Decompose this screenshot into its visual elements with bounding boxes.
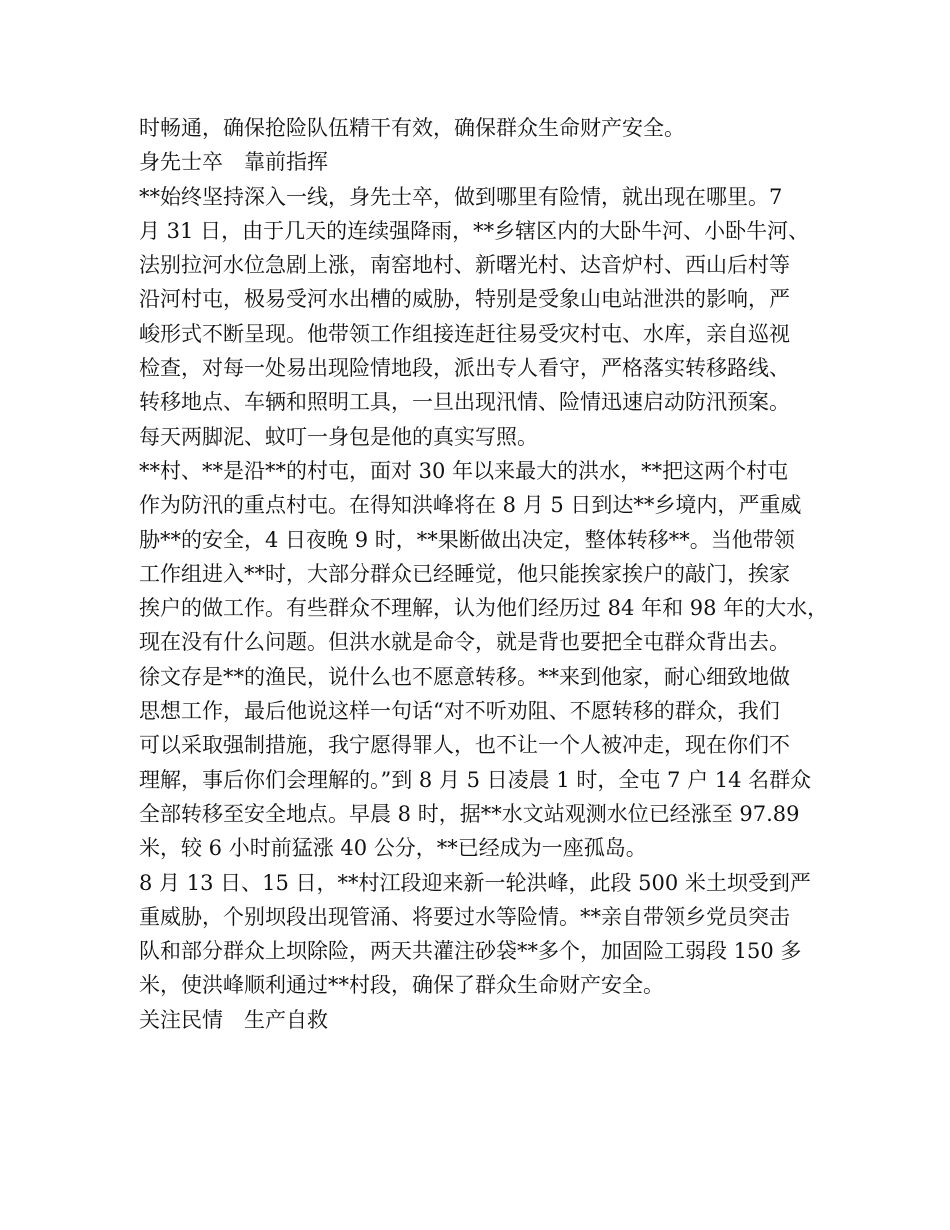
text-line: 现在没有什么问题。但洪水就是命令，就是背也要把全屯群众背出去。 bbox=[139, 630, 790, 655]
text-line: **村、**是沿**的村屯，面对 30 年以来最大的洪水，**把这两个村屯 bbox=[139, 458, 789, 483]
text-line: 作为防汛的重点村屯。在得知洪峰将在 8 月 5 日到达**乡境内，严重威 bbox=[139, 493, 802, 518]
text-line: 月 31 日，由于几天的连续强降雨，**乡辖区内的大卧牛河、小卧牛河、 bbox=[139, 218, 810, 243]
text-line: 思想工作，最后他说这样一句话“对不听劝阻、不愿转移的群众，我们 bbox=[139, 699, 780, 724]
text-line: 重威胁，个别坝段出现管涌、将要过水等险情。**亲自带领乡党员突击 bbox=[139, 904, 790, 929]
text-line: 徐文存是**的渔民，说什么也不愿意转移。**来到他家，耐心细致地做 bbox=[139, 664, 790, 689]
text-line: 米，使洪峰顺利通过**村段，确保了群众生命财产安全。 bbox=[139, 973, 664, 998]
text-line: 挨户的做工作。有些群众不理解，认为他们经历过 84 年和 98 年的大水， bbox=[139, 596, 829, 621]
text-line: 转移地点、车辆和照明工具，一旦出现汛情、险情迅速启动防汛预案。 bbox=[139, 390, 790, 415]
text-line: 检查，对每一处易出现险情地段，派出专人看守，严格落实转移路线、 bbox=[139, 356, 790, 381]
text-line: 时畅通，确保抢险队伍精干有效，确保群众生命财产安全。 bbox=[139, 116, 685, 140]
text-line: 理解，事后你们会理解的。”到 8 月 5 日凌晨 1 时，全屯 7 户 14 名群众 bbox=[139, 767, 812, 792]
text-line: 工作组进入**时，大部分群众已经睡觉，他只能挨家挨户的敲门，挨家 bbox=[139, 561, 790, 586]
text-line: 胁**的安全，4 日夜晚 9 时，**果断做出决定，整体转移**。当他带领 bbox=[139, 527, 795, 552]
text-line: 队和部分群众上坝除险，两天共灌注砂袋**多个，加固险工弱段 150 多 bbox=[139, 939, 802, 964]
text-line: **始终坚持深入一线，身先士卒，做到哪里有险情，就出现在哪里。7 bbox=[139, 184, 783, 209]
text-line: 沿河村屯，极易受河水出槽的威胁，特别是受象山电站泄洪的影响，严 bbox=[139, 287, 790, 312]
text-line: 米，较 6 小时前猛涨 40 公分，**已经成为一座孤岛。 bbox=[139, 836, 647, 861]
section-heading: 关注民情 生产自救 bbox=[139, 1007, 328, 1032]
section-heading: 身先士卒 靠前指挥 bbox=[139, 150, 328, 175]
text-line: 峻形式不断呈现。他带领工作组接连赶往易受灾村屯、水库，亲自巡视 bbox=[139, 321, 790, 346]
text-line: 可以采取强制措施，我宁愿得罪人，也不让一个人被冲走，现在你们不 bbox=[139, 733, 790, 758]
text-line: 全部转移至安全地点。早晨 8 时，据**水文站观测水位已经涨至 97.89 bbox=[139, 801, 800, 826]
text-line: 每天两脚泥、蚊叮一身包是他的真实写照。 bbox=[139, 424, 538, 449]
document-page bbox=[139, 111, 829, 1037]
text-line: 8 月 13 日、15 日，**村江段迎来新一轮洪峰，此段 500 米土坝受到严 bbox=[139, 870, 811, 895]
text-line: 法别拉河水位急剧上涨，南窑地村、新曙光村、达音炉村、西山后村等 bbox=[139, 253, 790, 278]
